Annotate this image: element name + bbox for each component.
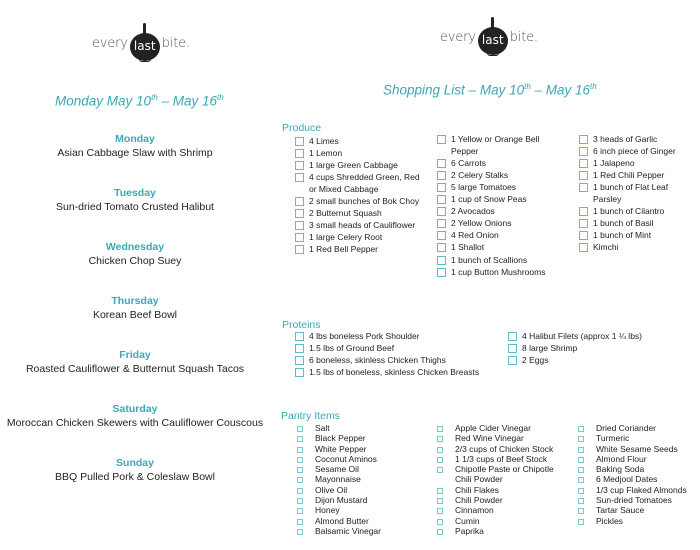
checklist-item[interactable] [297,454,427,464]
item-label: 1 cup Button Mushrooms [451,266,546,277]
item-label: Baking Soda [596,464,645,475]
checkbox[interactable] [297,529,303,535]
checklist-item[interactable] [437,423,555,433]
item-label: 1.5 lbs of Ground Beef [309,343,395,354]
checkbox[interactable] [297,467,303,473]
checkbox[interactable] [578,477,584,483]
checkbox[interactable] [297,457,303,463]
day-name: Wednesday [105,241,165,253]
menu-day-saturday [0,402,270,456]
checkbox[interactable] [437,529,443,535]
checkbox[interactable] [295,221,304,230]
checklist-item[interactable] [295,343,505,355]
checkbox[interactable] [579,135,588,144]
item-label: 1 Red Chili Pepper [593,170,665,181]
checkbox[interactable] [437,243,446,252]
checklist-item[interactable] [437,218,565,230]
produce-column-3 [579,134,694,255]
checkbox[interactable] [297,426,303,432]
checklist-item[interactable] [437,485,555,495]
meal-name: Sun-dried Tomato Crusted Halibut [56,201,214,213]
brand-logo [440,12,538,62]
item-label: 1 1/3 cups of Beef Stock [455,453,548,464]
item-label: 4 lbs boneless Pork Shoulder [309,331,420,341]
checklist-item[interactable] [297,444,427,454]
checklist-item[interactable] [295,244,425,256]
proteins-column-1 [295,331,505,379]
checkbox[interactable] [295,356,304,365]
checklist-item[interactable] [579,206,694,218]
checklist-item[interactable] [579,230,694,242]
item-label: Chipotle Paste or Chipotle Chili Powder [455,464,554,485]
checklist-item[interactable] [578,495,698,505]
item-label: 3 small heads of Cauliflower [309,220,416,231]
brand-word-bite: bite. [509,29,538,45]
item-label: 5 large Tomatoes [451,181,517,192]
item-label: Salt [315,423,330,433]
checkbox[interactable] [437,488,443,494]
checklist-item[interactable] [579,242,694,254]
checkbox[interactable] [295,332,304,341]
meal-name: Moroccan Chicken Skewers with Cauliflower Couscous [6,417,264,429]
item-label: 1 bunch of Basil [593,218,654,229]
checkbox[interactable] [437,219,446,228]
item-label: Almond Butter [315,515,369,526]
checkbox[interactable] [297,498,303,504]
meal-name: Chicken Chop Suey [88,255,182,267]
checkbox[interactable] [578,426,584,432]
item-label: White Pepper [315,443,367,454]
item-label: 2 Butternut Squash [309,208,382,219]
checklist-item[interactable] [295,160,425,172]
checklist-item[interactable] [437,158,565,170]
menu-day-tuesday [0,186,270,240]
item-label: Chili Powder [455,495,503,506]
checklist-item[interactable] [437,516,555,526]
checkbox[interactable] [579,219,588,228]
checklist-item[interactable] [578,444,698,454]
checkbox[interactable] [578,508,584,514]
pantry-column-2 [437,423,555,536]
item-label: Honey [315,505,340,516]
section-title-proteins: Proteins [282,319,321,331]
meal-name: Roasted Cauliflower & Butternut Squash Tacos [25,363,245,375]
item-label: Cumin [455,515,480,526]
checkbox[interactable] [297,447,303,453]
checklist-item[interactable] [578,464,698,474]
item-label: 8 large Shrimp [522,343,578,354]
weekly-menu [0,132,270,510]
produce-column-1 [295,136,425,257]
checklist-item[interactable] [579,182,694,205]
menu-day-thursday [0,294,270,348]
checkbox[interactable] [508,332,517,341]
checklist-item[interactable] [295,148,425,160]
item-label: Almond Flour [596,453,647,464]
proteins-column-2 [508,331,688,367]
meal-name: Asian Cabbage Slaw with Shrimp [57,147,213,159]
checklist-item[interactable] [437,242,565,254]
brand-word-bite: bite. [161,35,190,51]
checklist-item[interactable] [508,331,688,343]
brand-logo [92,18,190,68]
checklist-item[interactable] [437,505,555,515]
checklist-item[interactable] [578,516,698,526]
checklist-item[interactable] [295,367,505,379]
checkbox[interactable] [437,256,446,265]
checklist-item[interactable] [295,196,425,208]
checkbox[interactable] [295,173,304,182]
brand-word-every: every [440,29,476,45]
checkbox[interactable] [297,488,303,494]
item-label: 2 Yellow Onions [451,218,512,229]
checkbox[interactable] [297,508,303,514]
item-label: 2/3 cups of Chicken Stock [455,443,554,454]
item-label: 6 inch piece of Ginger [593,146,676,157]
menu-day-wednesday [0,240,270,294]
checklist-item[interactable] [437,267,565,279]
checklist-item[interactable] [508,343,688,355]
checkbox[interactable] [579,183,588,192]
item-label: 6 Carrots [451,157,486,168]
checklist-item[interactable] [437,134,565,157]
checklist-item[interactable] [578,423,698,433]
checkbox[interactable] [578,519,584,525]
checkbox[interactable] [508,344,517,353]
checkbox[interactable] [578,488,584,494]
item-label: Sesame Oil [315,464,359,475]
checkbox[interactable] [297,519,303,525]
item-label: Black Pepper [315,433,366,444]
meal-name: BBQ Pulled Pork & Coleslaw Bowl [55,471,215,483]
checkbox[interactable] [579,207,588,216]
checklist-item[interactable] [579,158,694,170]
checkbox[interactable] [437,207,446,216]
checklist-item[interactable] [437,182,565,194]
item-label: Balsamic Vinegar [315,525,381,536]
day-name: Tuesday [114,187,156,199]
checkbox[interactable] [295,245,304,254]
checklist-item[interactable] [295,220,425,232]
checklist-item[interactable] [295,232,425,244]
checkbox[interactable] [295,233,304,242]
section-title-pantry: Pantry Items [281,410,340,422]
checklist-item[interactable] [578,505,698,515]
checkbox[interactable] [437,436,443,442]
item-label: 2 Avocados [451,206,495,217]
brand-word-last: last [133,39,156,53]
menu-day-monday [0,132,270,186]
checkbox[interactable] [297,436,303,442]
checkbox[interactable] [579,171,588,180]
item-label: Turmeric [596,433,630,444]
item-label: Chili Flakes [455,484,499,495]
checkbox[interactable] [437,183,446,192]
brand-word-last: last [481,33,504,47]
item-label: 1 Red Bell Pepper [309,244,378,255]
checkbox[interactable] [578,447,584,453]
item-label: 1 bunch of Cilantro [593,206,665,217]
checklist-item[interactable] [437,495,555,505]
item-label: 3 heads of Garlic [593,134,658,144]
item-label: Red Wine Vinegar [455,433,524,444]
checklist-item[interactable] [579,146,694,158]
checkbox[interactable] [437,447,443,453]
menu-day-friday [0,348,270,402]
checklist-item[interactable] [295,136,425,148]
checklist-item[interactable] [437,526,555,536]
item-label: Apple Cider Vinegar [455,423,531,433]
checklist-item[interactable] [579,218,694,230]
checklist-item[interactable] [437,454,555,464]
checkbox[interactable] [437,426,443,432]
checkbox[interactable] [437,159,446,168]
item-label: Dried Coriander [596,423,656,433]
checklist-item[interactable] [437,444,555,454]
item-label: 1 Lemon [309,148,343,159]
skillet-icon [477,17,509,57]
item-label: 1 bunch of Flat Leaf Parsley [593,182,669,205]
day-name: Monday [115,133,155,145]
checklist-item[interactable] [437,230,565,242]
item-label: Tartar Sauce [596,505,645,516]
brand-word-every: every [92,35,128,51]
item-label: 4 Halibut Filets (approx 1 ¼ lbs) [522,331,642,341]
section-title-produce: Produce [282,122,322,134]
item-label: White Sesame Seeds [596,443,678,454]
checklist-item[interactable] [579,134,694,146]
item-label: 1 cup of Snow Peas [451,194,527,205]
item-label: 6 Medjool Dates [596,474,658,485]
item-label: 1/3 cup Flaked Almonds [596,484,687,495]
checklist-item[interactable] [297,433,427,443]
checkbox[interactable] [295,344,304,353]
checkbox[interactable] [295,161,304,170]
pantry-column-3 [578,423,698,526]
skillet-icon [129,23,161,63]
checkbox[interactable] [437,135,446,144]
checkbox[interactable] [437,519,443,525]
checklist-item[interactable] [578,454,698,464]
checklist-item[interactable] [437,194,565,206]
checklist-item[interactable] [297,474,427,484]
item-label: 1 bunch of Mint [593,230,652,241]
item-label: 2 Eggs [522,355,549,366]
checklist-item[interactable] [297,526,427,536]
checklist-item[interactable] [295,331,505,343]
item-label: 6 boneless, skinless Chicken Thighs [309,355,446,366]
item-label: 1.5 lbs of boneless, skinless Chicken Breasts [309,367,480,378]
checkbox[interactable] [295,209,304,218]
checklist-item[interactable] [508,355,688,367]
checkbox[interactable] [437,171,446,180]
item-label: Kimchi [593,242,619,253]
item-label: 2 small bunches of Bok Choy [309,196,420,207]
checkbox[interactable] [295,368,304,377]
day-name: Sunday [116,457,154,469]
checklist-item[interactable] [437,170,565,182]
checkbox[interactable] [578,436,584,442]
checkbox[interactable] [297,477,303,483]
item-label: 4 Red Onion [451,230,499,241]
checkbox[interactable] [578,498,584,504]
item-label: 4 cups Shredded Green, Red or Mixed Cabbage [309,172,420,194]
item-label: 1 large Celery Root [309,232,383,243]
checklist-item[interactable] [437,464,555,485]
item-label: Cinnamon [455,505,494,516]
checkbox[interactable] [295,197,304,206]
checkbox[interactable] [579,243,588,252]
checkbox[interactable] [437,457,443,463]
item-label: Dijon Mustard [315,495,368,506]
item-label: Mayonnaise [315,474,361,485]
checklist-item[interactable] [437,206,565,218]
checklist-item[interactable] [578,433,698,443]
item-label: 1 Shallot [451,242,485,253]
checkbox[interactable] [578,457,584,463]
item-label: Pickles [596,515,623,526]
day-name: Saturday [112,403,158,415]
checkbox[interactable] [437,268,446,277]
checkbox[interactable] [579,147,588,156]
checkbox[interactable] [437,195,446,204]
checklist-item[interactable] [297,423,427,433]
item-label: Coconut Aminos [315,453,377,464]
checklist-item[interactable] [295,172,425,195]
day-name: Thursday [111,295,159,307]
item-label: Sun-dried Tomatoes [596,495,672,506]
checklist-item[interactable] [295,355,505,367]
checkbox[interactable] [437,467,443,473]
checklist-item[interactable] [297,505,427,515]
item-label: 1 Yellow or Orange Bell Pepper [451,134,540,156]
checklist-item[interactable] [297,485,427,495]
item-label: 4 Limes [309,136,339,146]
produce-column-2 [437,134,565,279]
checklist-item[interactable] [297,516,427,526]
checkbox[interactable] [437,508,443,514]
menu-day-sunday [0,456,270,510]
checklist-item[interactable] [437,433,555,443]
item-label: Paprika [455,525,484,536]
checklist-item[interactable] [437,255,565,267]
checkbox[interactable] [578,467,584,473]
checklist-item[interactable] [297,464,427,474]
menu-title: Monday May 10th – May 16th [55,93,224,109]
checklist-item[interactable] [578,485,698,495]
checklist-item[interactable] [578,474,698,484]
day-name: Friday [119,349,151,361]
checklist-item[interactable] [295,208,425,220]
item-label: 2 Celery Stalks [451,169,509,180]
checkbox[interactable] [295,149,304,158]
pantry-column-1 [297,423,427,536]
item-label: 1 Jalapeno [593,158,635,169]
checkbox[interactable] [437,498,443,504]
checkbox[interactable] [508,356,517,365]
checkbox[interactable] [437,231,446,240]
item-label: 1 bunch of Scallions [451,254,528,265]
checklist-item[interactable] [579,170,694,182]
checkbox[interactable] [295,137,304,146]
checkbox[interactable] [579,231,588,240]
shopping-list-title: Shopping List – May 10th – May 16th [383,82,597,98]
item-label: 1 large Green Cabbage [309,160,398,171]
meal-name: Korean Beef Bowl [92,309,178,321]
checklist-item[interactable] [297,495,427,505]
item-label: Olive Oil [315,484,348,495]
checkbox[interactable] [579,159,588,168]
